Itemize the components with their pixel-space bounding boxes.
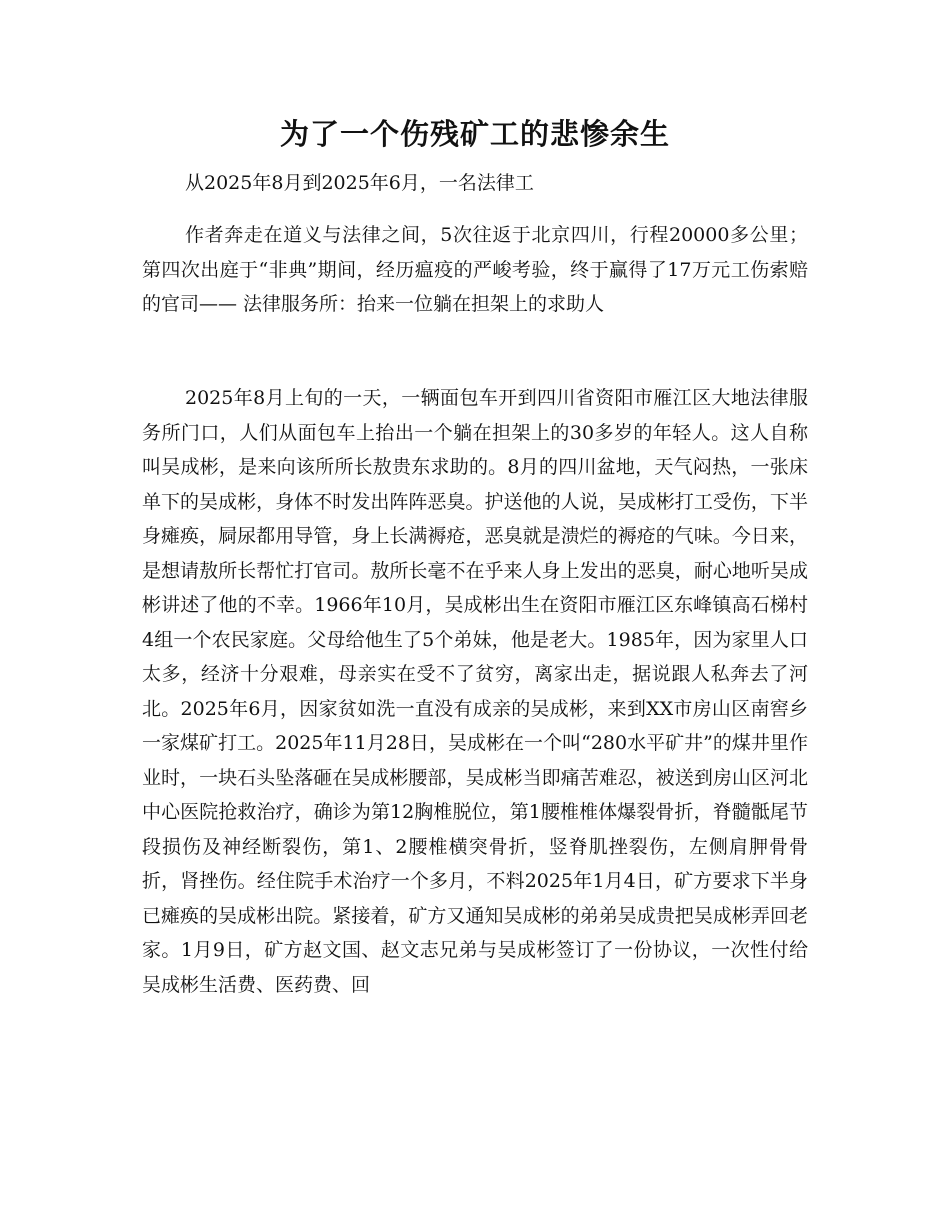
document-title: 为了一个伤残矿工的悲惨余生: [279, 117, 670, 151]
document-subtitle: 从2025年8月到2025年6月，一名法律工: [185, 172, 534, 194]
paragraph-intro: 作者奔走在道义与法律之间，5次往返于北京四川，行程20000多公里；第四次出庭于“非典”期间，经历瘟疫的严峻考验，终于赢得了17万元工伤索赔的官司—— 法律服务所：抬来一位躺在担架上的求助人: [142, 224, 808, 315]
paragraph-body: 2025年8月上旬的一天，一辆面包车开到四川省资阳市雁江区大地法律服务所门口，人们从面包车上抬出一个躺在担架上的30多岁的年轻人。这人自称叫吴成彬，是来向该所所长敖贵东求助的。8月的四川盆地，天气闷热，一张床单下的吴成彬，身体不时发出阵阵恶臭。护送他的人说，吴成彬打工受伤，下半身瘫痪，屙尿都用导管，身上长满褥疮，恶臭就是溃烂的褥疮的气味。今日来，是想请敖所长帮忙打官司。敖所长毫不在乎来人身上发出的恶臭，耐心地听吴成彬讲述了他的不幸。1966年10月，吴成彬出生在资阳市雁江区东峰镇高石梯村4组一个农民家庭。父母给他生了5个弟妹，他是老大。1985年，因为家里人口太多，经济十分艰难，母亲实在受不了贫穷，离家出走，据说跟人私奔去了河北。2025年6月，因家贫如洗一直没有成亲的吴成彬，来到XX市房山区南窖乡一家煤矿打工。2025年11月28日，吴成彬在一个叫“280水平矿井”的煤井里作业时，一块石头坠落砸在吴成彬腰部，吴成彬当即痛苦难忍，被送到房山区河北中心医院抢救治疗，确诊为第12胸椎脱位，第1腰椎椎体爆裂骨折，脊髓骶尾节段损伤及神经断裂伤，第1、2腰椎横突骨折，竖脊肌挫裂伤，左侧肩胛骨骨折，肾挫伤。经住院手术治疗一个多月，不料2025年1月4日，矿方要求下半身已瘫痪的吴成彬出院。紧接着，矿方又通知吴成彬的弟弟吴成贵把吴成彬弄回老家。1月9日，矿方赵文国、赵文志兄弟与吴成彬签订了一份协议，一次性付给吴成彬生活费、医药费、回: [142, 387, 808, 996]
